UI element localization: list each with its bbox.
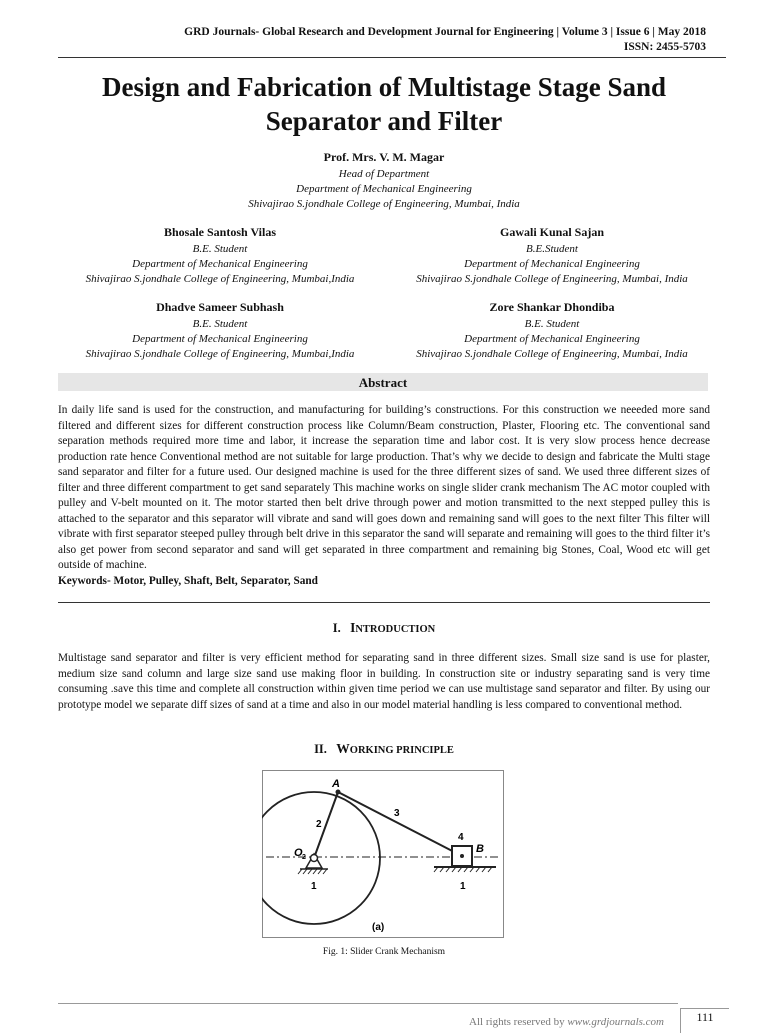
header-divider xyxy=(58,57,726,58)
section-heading-introduction xyxy=(58,620,710,636)
issn: ISSN: 2455-5703 xyxy=(623,41,706,53)
journal-header xyxy=(66,25,706,55)
introduction-body: Multistage sand separator and filter is very efficient method for separating sand in three different sizes. Small size sand is use for plaster, medium size sand column and large size sand use making floor in building. In construction site or industry separating sand is very time consuming .save this time and complete all construction within given time period we can use multistage sand separator and filter. By using our prototype model we separate diff sizes of sand at a time and also in our model material handling is less compared to conventional method. xyxy=(58,652,710,711)
abstract-body xyxy=(58,403,710,589)
section-cap-letter: I xyxy=(350,620,356,635)
author-college: Shivajirao S.jondhale College of Engineering, Mumbai, India xyxy=(416,348,688,360)
joint-a xyxy=(336,790,341,795)
author-dept: Department of Mechanical Engineering xyxy=(464,333,640,345)
author-college: Shivajirao S.jondhale College of Engineering, Mumbai,India xyxy=(85,348,355,360)
footer-divider xyxy=(58,1003,678,1004)
label-link-3: 3 xyxy=(394,808,400,819)
author-3 xyxy=(50,300,390,362)
label-ground-1: 1 xyxy=(311,881,317,892)
author-4 xyxy=(382,300,722,362)
section-number: II. xyxy=(314,742,327,756)
author-name: Bhosale Santosh Vilas xyxy=(163,225,277,239)
section-heading-working-principle xyxy=(58,741,710,757)
author-name: Gawali Kunal Sajan xyxy=(499,225,605,239)
author-name: Dhadve Sameer Subhash xyxy=(156,300,284,314)
joint-b xyxy=(460,854,464,858)
footer-prefix: All rights reserved by xyxy=(469,1016,568,1028)
author-college: Shivajirao S.jondhale College of Engineering, Mumbai, India xyxy=(248,198,520,210)
paper-title xyxy=(40,70,728,138)
label-ground-2: 1 xyxy=(460,881,466,892)
section-cap-letter: W xyxy=(336,741,350,756)
abstract-text: In daily life sand is used for the construction, and manufacturing for building’s constructions. For this construction we neeeded more sand filtered and different sizes for different construction process like Column/Beam construction, Plaster, Flooring etc. The conventional sand separation methods required more time and labor, it increase the separation time and labor cost. It is very slow process hence decrease production rate hence Conventional method are not suitable for large production. That’s why we decide to design and fabricate the Multi stage sand separator and filter for a future used. Our designed machine is used for the three different sizes of sand. We used three different sizes of filter and three different compartment to get sand separately This machine works on single slider crank mechanism The AC motor coupled with pulley and V-belt mounted on it. The motor started then belt drive through power and motion transmitted to the next stepped pulley this is attached to the separator and this separator will vibrate and sand will goes down and remaining sand will goes to the next filter This filter will vibrate with first separator steeped pulley through belt drive in this separator the sand will separate and remaining will goes to the third filter it’s also get power from second separator and sand will get separated in three compartment and remaining big Stones, Coal, Wood etc will get outside of machine. xyxy=(58,404,710,571)
author-dept: Department of Mechanical Engineering xyxy=(296,183,472,195)
label-o2-subscript: 2 xyxy=(302,854,306,861)
author-college: Shivajirao S.jondhale College of Engineering, Mumbai,India xyxy=(85,273,355,285)
keywords: Keywords- Motor, Pulley, Shaft, Belt, Separator, Sand xyxy=(58,574,318,587)
label-b: B xyxy=(476,843,484,855)
author-name: Prof. Mrs. V. M. Magar xyxy=(323,150,445,164)
author-2 xyxy=(382,225,722,287)
author-role: B.E. Student xyxy=(192,318,248,330)
author-name: Zore Shankar Dhondiba xyxy=(489,300,615,314)
slider-crank-figure xyxy=(262,770,504,938)
label-a: A xyxy=(332,778,340,790)
title-line-1: Design and Fabrication of Multistage Stage Sand xyxy=(101,72,667,102)
title-line-2: Separator and Filter xyxy=(265,106,503,136)
author-lead xyxy=(184,150,584,212)
author-role: Head of Department xyxy=(338,168,430,180)
label-o2: O xyxy=(294,847,303,859)
abstract-heading: Abstract xyxy=(58,373,708,391)
footer-link[interactable]: www.grdjournals.com xyxy=(567,1016,664,1028)
page-number-box xyxy=(680,1008,729,1033)
label-link-2: 2 xyxy=(316,819,322,830)
author-role: B.E. Student xyxy=(524,318,580,330)
abstract-divider xyxy=(58,602,710,603)
figure-caption: Fig. 1: Slider Crank Mechanism xyxy=(322,947,446,957)
pivot-o2 xyxy=(311,855,318,862)
author-dept: Department of Mechanical Engineering xyxy=(464,258,640,270)
page-number: 111 xyxy=(696,1010,714,1024)
section-number: I. xyxy=(332,621,341,635)
label-link-4: 4 xyxy=(458,832,464,843)
author-role: B.E. Student xyxy=(192,243,248,255)
journal-line: GRD Journals- Global Research and Development Journal for Engineering | Volume 3 | Issue 6 | May 2018 xyxy=(184,26,706,38)
author-dept: Department of Mechanical Engineering xyxy=(132,258,308,270)
author-college: Shivajirao S.jondhale College of Engineering, Mumbai, India xyxy=(416,273,688,285)
section-title-rest: ORKING PRINCIPLE xyxy=(349,745,454,756)
author-dept: Department of Mechanical Engineering xyxy=(132,333,308,345)
author-1 xyxy=(50,225,390,287)
author-role: B.E.Student xyxy=(526,243,578,255)
footer xyxy=(380,1016,664,1028)
section-title-rest: NTRODUCTION xyxy=(355,624,436,635)
label-subfigure: (a) xyxy=(372,922,385,933)
